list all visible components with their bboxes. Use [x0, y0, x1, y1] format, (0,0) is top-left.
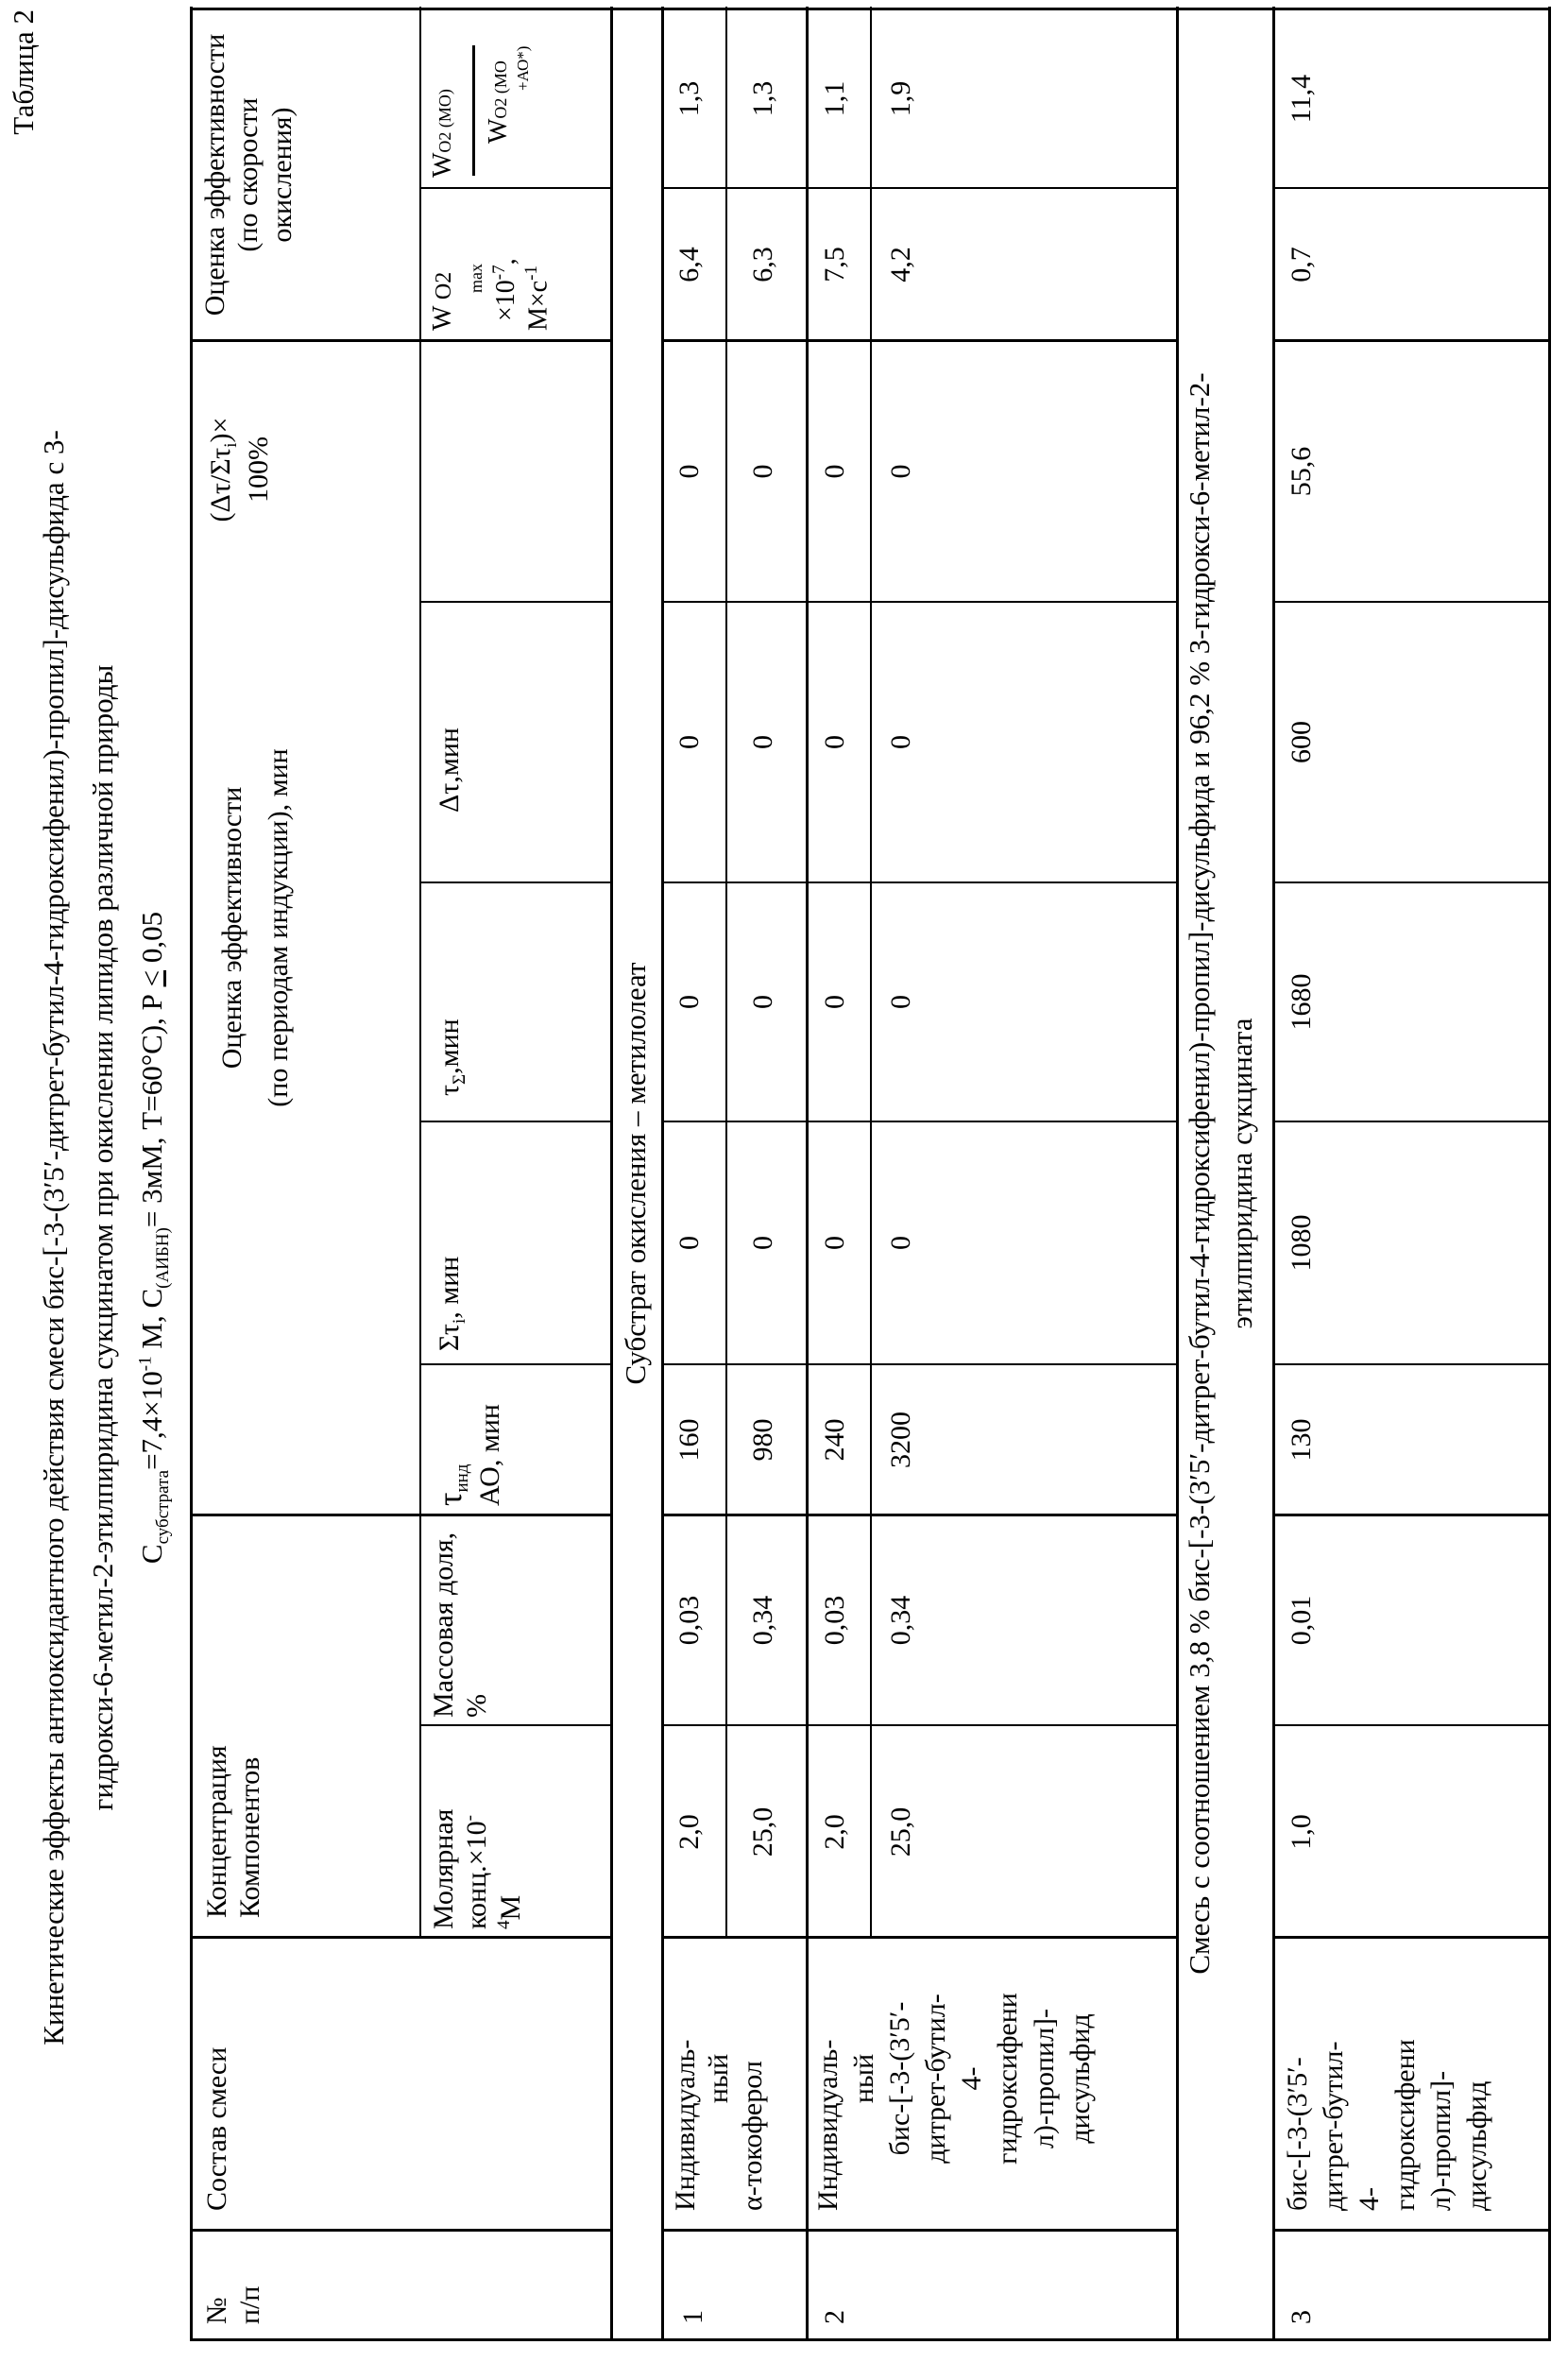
col-line-deltapct-h	[190, 339, 611, 342]
row2b-tau-ind: 3200	[884, 1365, 917, 1515]
col-line-mass-h	[190, 1514, 611, 1516]
row2-num: 2	[818, 2239, 851, 2324]
header-sum-tau	[433, 1134, 470, 1351]
row1a-wmax: 6,4	[673, 189, 706, 340]
wmax-unit: М×с	[524, 281, 554, 331]
conditions-exp: -1	[136, 1356, 156, 1371]
row2a-tau-sigma: 0	[818, 883, 851, 1121]
row3-comp-line: 4-	[1352, 1946, 1388, 2211]
conditions-c: C	[135, 1544, 168, 1564]
header-bottom-line	[610, 7, 613, 2340]
row1-comp-line: ный	[702, 1946, 735, 2211]
row3-comp-line: бис-[-3-(3′5′-	[1280, 1946, 1316, 2211]
col-line-wmax-h	[420, 187, 611, 189]
wmax-max: max	[467, 264, 486, 293]
conditions-text-3: = 3мМ, Т=60°С), Р	[135, 986, 168, 1227]
delta-pct-part3: 100%	[243, 436, 274, 503]
sum-tau-sub: i	[450, 1319, 469, 1324]
tau-ind-sub: инд	[452, 1464, 472, 1493]
row2b-delta-pct: 0	[884, 342, 917, 601]
row1a-delta-tau: 0	[673, 603, 706, 881]
col-line-composition	[190, 1936, 611, 1939]
row3-sum-tau: 1080	[1285, 1122, 1318, 1363]
row1a-sum-tau: 0	[673, 1122, 706, 1363]
row3-molar: 1,0	[1285, 1726, 1318, 1938]
wmax-exp: -7	[489, 265, 509, 280]
row1b-sum-tau: 0	[746, 1122, 779, 1363]
delta-pct-sub: i	[221, 443, 241, 448]
header-delta-pct	[204, 346, 276, 593]
row3-comp-line: дитрет-бутил-	[1316, 1946, 1352, 2211]
col-line-deltatau-r12	[662, 601, 1178, 603]
ratio-num-w: W	[428, 153, 457, 178]
col-line-num	[190, 2229, 611, 2232]
row1b-molar: 25,0	[746, 1726, 779, 1938]
row2-comp-line: л)-пропил]-	[1027, 1946, 1063, 2211]
row3-num: 3	[1285, 2239, 1318, 2324]
header-molar	[427, 1731, 527, 1929]
row2-composition	[810, 1946, 1099, 2211]
ratio-den-sub: O2 (МО	[491, 60, 510, 119]
row1-bottom-line	[806, 7, 809, 2340]
row1b-tau-sigma: 0	[746, 883, 779, 1121]
section-mixture	[1183, 7, 1259, 2340]
row1-comp-line: Индивидуаль-	[669, 1946, 702, 2211]
row2-comp-line: ный	[846, 1946, 882, 2211]
header-num: № п/п	[200, 2268, 267, 2324]
row2-comp-line: Индивидуаль-	[810, 1946, 846, 2211]
col-line-tauind-r12	[662, 1363, 1178, 1365]
wmax-unit-exp: -1	[521, 265, 541, 281]
table-conditions	[134, 151, 175, 2324]
row3-comp-line: гидроксифени	[1388, 1946, 1423, 2211]
table-number: Таблица 2	[6, 9, 41, 180]
row1-num: 1	[676, 2239, 709, 2324]
col-line-sumtau-r12	[662, 1121, 1178, 1122]
header-tau-sigma	[433, 888, 470, 1096]
row2b-sum-tau: 0	[884, 1122, 917, 1363]
wmax-o2: O2	[432, 272, 456, 300]
row2a-wmax: 7,5	[818, 189, 851, 340]
row1-comp-line: α-токоферол	[736, 1946, 769, 2211]
header-rate-group: Оценка эффективности (по скорости окисления)	[198, 33, 298, 317]
tau-sigma-rest: ,мин	[434, 1018, 465, 1074]
header-concentration: Концентрация Компонентов	[200, 1672, 267, 1918]
row1-composition	[669, 1946, 769, 2211]
row2a-mass: 0,03	[818, 1516, 851, 1724]
wmax-x10: ×10	[491, 280, 520, 321]
sum-tau-rest: , мин	[434, 1257, 465, 1319]
row1a-mass: 0,03	[673, 1516, 706, 1724]
row2a-ratio: 1,1	[818, 10, 851, 187]
conditions-text-1: =7,4×10	[135, 1371, 168, 1470]
header-delta-tau: Δτ,мин	[433, 605, 466, 813]
row1-split-line	[725, 7, 727, 1938]
row3-tau-sigma: 1680	[1285, 883, 1318, 1121]
col-line-tausigma-h	[420, 881, 611, 883]
section-mixture-line2: этилпиридина сукцината	[1225, 7, 1260, 2340]
row3-ratio: 11,4	[1285, 10, 1318, 187]
fraction-bar	[472, 45, 475, 176]
row2-bottom-line	[1176, 7, 1179, 2340]
wmax-comma: ,	[491, 258, 520, 265]
conditions-leq: <	[135, 970, 168, 986]
header-composition: Состав смеси	[200, 1946, 233, 2211]
row1b-wmax: 6,3	[746, 189, 779, 340]
header-molar-label: Молярная конц.×10	[428, 1809, 492, 1929]
row1a-molar: 2,0	[673, 1726, 706, 1938]
delta-pct-part2: )×	[205, 418, 236, 443]
row2a-delta-tau: 0	[818, 603, 851, 881]
row3-comp-line: дисульфид	[1459, 1946, 1495, 2211]
section-mixture-line1: Смесь с соотношением 3,8 % бис-[-3-(3′5′-дитрет-бутил-4-гидроксифенил)-пропил]-дисульфида и 96,2 % 3-гидрокси-6-метил-2-	[1183, 7, 1218, 2340]
subheader-line	[419, 7, 421, 1938]
row1a-tau-ind: 160	[673, 1365, 706, 1515]
row2-comp-line: гидроксифени	[990, 1946, 1026, 2211]
header-tau-ind	[430, 1369, 507, 1506]
row2b-tau-sigma: 0	[884, 883, 917, 1121]
row2b-delta-tau: 0	[884, 603, 917, 881]
wmax-w: W	[428, 306, 457, 331]
table-top-border	[190, 7, 193, 2340]
row3-delta-tau: 600	[1285, 603, 1318, 881]
section-substrate: Субстрат окисления – метилолеат	[619, 7, 654, 2340]
rotated-page	[0, 0, 1568, 2362]
tau-symbol: τ	[431, 1493, 469, 1506]
conditions-pvalue: 0,05	[135, 912, 168, 970]
header-wmax	[427, 191, 554, 331]
ratio-den-w: W	[484, 119, 513, 144]
delta-pct-part1: (Δτ/Στ	[205, 448, 236, 522]
section1-bottom-line	[661, 7, 664, 2340]
table-bottom-border	[1548, 7, 1551, 2340]
ratio-num-sub: O2 (МО)	[435, 89, 454, 153]
row2b-molar: 25,0	[884, 1726, 917, 1938]
row2-comp-line: дисульфид	[1063, 1946, 1099, 2211]
row2-comp-line: бис-[-3-(3′5′-	[882, 1946, 918, 2211]
row3-wmax: 0,7	[1285, 189, 1318, 340]
row1a-tau-sigma: 0	[673, 883, 706, 1121]
row1b-ratio: 1,3	[746, 10, 779, 187]
conditions-sub-substrate: субстрата	[153, 1470, 173, 1544]
tau-ind-rest: АО, мин	[474, 1404, 505, 1506]
row3-delta-pct: 55,6	[1285, 342, 1318, 601]
tau-sigma-symbol: τ	[434, 1085, 465, 1096]
row2-split-line	[870, 7, 872, 1938]
tau-sigma-sub: Σ	[450, 1074, 469, 1085]
col-line-tausigma-r12	[662, 881, 1178, 883]
sum-tau-symbol: Στ	[434, 1324, 465, 1351]
col-line-comp-r12	[662, 1936, 1178, 1939]
header-w-ratio	[427, 11, 533, 181]
header-molar-unit: М	[495, 1895, 526, 1921]
col-line-mass-r12	[662, 1514, 1178, 1516]
row2a-tau-ind: 240	[818, 1365, 851, 1515]
row2a-delta-pct: 0	[818, 342, 851, 601]
row2a-molar: 2,0	[818, 1726, 851, 1938]
ratio-den-rest: +АО*)	[514, 11, 533, 181]
header-molar-exp: 4	[494, 1921, 514, 1930]
table-title-line-1: Кинетические эффекты антиоксидантного действия смеси бис-[-3-(3′5′-дитрет-бутил-4-гидроксифенил)-пропил]-дисульфида с 3-	[36, 151, 71, 2324]
row1a-delta-pct: 0	[673, 342, 706, 601]
col-line-tauind-h	[420, 1363, 611, 1365]
conditions-text-2: М, C	[135, 1289, 168, 1357]
row1b-delta-pct: 0	[746, 342, 779, 601]
row3-composition	[1280, 1946, 1496, 2211]
row3-tau-ind: 130	[1285, 1365, 1318, 1515]
row1b-delta-tau: 0	[746, 603, 779, 881]
col-line-molar-h	[420, 1724, 611, 1726]
row1a-ratio: 1,3	[673, 10, 706, 187]
col-line-sumtau-h	[420, 1121, 611, 1122]
row1b-tau-ind: 980	[746, 1365, 779, 1515]
header-molar-sup: -	[460, 1815, 480, 1821]
col-line-deltatau-h	[420, 601, 611, 603]
row2-comp-line: 4-	[954, 1946, 990, 2211]
row2b-mass: 0,34	[884, 1516, 917, 1724]
col-line-wmax-r12	[662, 187, 1178, 189]
header-mass: Массовая доля, %	[427, 1529, 494, 1718]
table-title-line-2: гидрокси-6-метил-2-этилпиридина сукцинатом при окислении липидов различной природы	[85, 151, 120, 2324]
section2-bottom-line	[1272, 7, 1275, 2340]
col-line-molar-r12	[662, 1724, 1178, 1726]
row2b-ratio: 1,9	[884, 10, 917, 187]
row2-comp-line: дитрет-бутил-	[918, 1946, 954, 2211]
induction-group-line1: Оценка эффективности	[215, 344, 248, 1512]
row3-comp-line: л)-пропил]-	[1423, 1946, 1459, 2211]
table-right-border	[190, 8, 1551, 10]
row2b-wmax: 4,2	[884, 189, 917, 340]
col-line-deltapct-r12	[662, 339, 1178, 342]
conditions-sub-aibn: (АИБН)	[153, 1227, 173, 1289]
table-left-border	[190, 2338, 1551, 2341]
row1b-mass: 0,34	[746, 1516, 779, 1724]
col-line-num-r3	[1273, 2229, 1550, 2232]
row3-mass: 0,01	[1285, 1516, 1318, 1724]
col-line-num-r12	[662, 2229, 1178, 2232]
row2a-sum-tau: 0	[818, 1122, 851, 1363]
induction-group-line2: (по периодам индукции), мин	[262, 344, 295, 1512]
